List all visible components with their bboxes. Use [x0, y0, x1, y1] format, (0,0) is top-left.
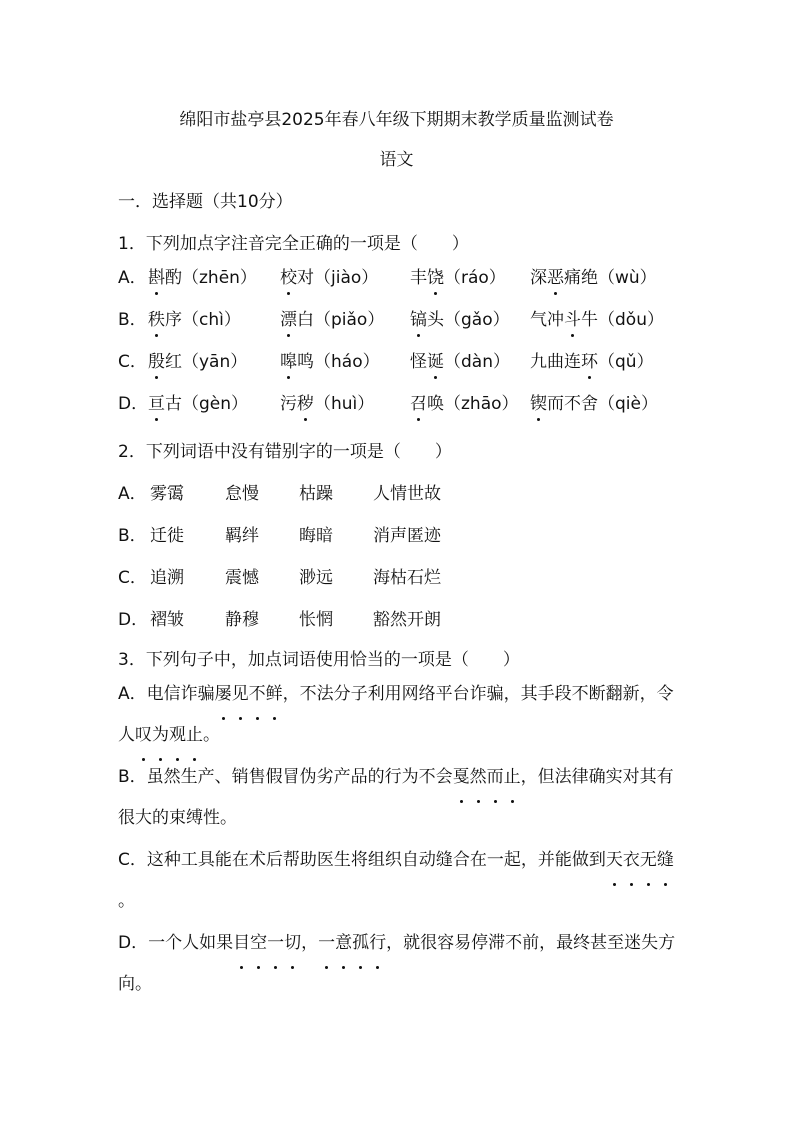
word-item: 静穆 — [225, 610, 259, 630]
word-item: 人情世故 — [373, 484, 441, 504]
plain-text: 。 — [118, 891, 135, 911]
word-item: 怠慢 — [225, 484, 259, 504]
plain-text: 序（chì） — [165, 310, 241, 330]
option-label: D． — [118, 394, 149, 414]
pinyin-item — [410, 350, 510, 374]
dotted-char: 饶 — [427, 268, 444, 288]
dotted-char: 目 — [233, 923, 250, 964]
plain-text: 白（piǎo） — [297, 310, 385, 330]
plain-text: 而不舍（qiè） — [547, 394, 658, 414]
dotted-char: 天 — [606, 840, 623, 881]
dotted-char: 戛 — [453, 757, 470, 798]
dotted-char: 止 — [504, 757, 521, 798]
question-2-stem: 2．下列词语中没有错别字的一项是（ ） — [118, 442, 452, 462]
option-label: B． — [118, 310, 147, 330]
dotted-char: 为 — [152, 715, 169, 756]
pinyin-item — [530, 350, 654, 374]
pinyin-item — [530, 308, 664, 332]
word-item: 羁绊 — [225, 526, 259, 546]
dotted-char: 孤 — [352, 923, 369, 964]
word-item: 震憾 — [225, 568, 259, 588]
option-label: C． — [118, 352, 147, 372]
pinyin-item — [280, 266, 378, 290]
question-3-stem: 3．下列句子中，加点词语使用恰当的一项是（ ） — [118, 650, 520, 670]
dotted-char: 恶 — [547, 268, 564, 288]
dotted-char: 屡 — [215, 674, 232, 715]
plain-text: 鸣（háo） — [297, 352, 380, 372]
plain-text: 。 — [203, 725, 220, 745]
word-item: 豁然开朗 — [373, 610, 441, 630]
option-label: A． — [118, 484, 147, 504]
plain-text: 酌（zhēn） — [165, 268, 257, 288]
option-label: A． — [118, 268, 147, 288]
word-item: 渺远 — [299, 568, 333, 588]
plain-text: 怪 — [410, 352, 427, 372]
word-item: 怅惘 — [299, 610, 333, 630]
dotted-char: 见 — [232, 674, 249, 715]
word-item: 晦暗 — [299, 526, 333, 546]
dotted-phrase — [233, 933, 301, 953]
plain-text: 唤（zhāo） — [427, 394, 519, 414]
dotted-phrase — [606, 850, 674, 870]
plain-text: ，就很容易停滞不前，最终甚至迷失方向。 — [118, 933, 676, 994]
plain-text: 古（gèn） — [165, 394, 249, 414]
pinyin-item — [410, 266, 506, 290]
plain-text: D．一个人如果 — [118, 933, 234, 953]
word-item: 追溯 — [150, 568, 184, 588]
pinyin-item — [530, 392, 658, 416]
plain-text: A．电信诈骗 — [118, 684, 215, 704]
sentence-option — [118, 840, 678, 922]
dotted-char: 止 — [186, 715, 203, 756]
pinyin-item — [280, 392, 374, 416]
dotted-char: 斗 — [564, 310, 581, 330]
plain-text: C．这种工具能在术后帮助医生将组织自动缝合在一起，并能做到 — [118, 850, 606, 870]
dotted-char: 观 — [169, 715, 186, 756]
sentence-option — [118, 674, 678, 756]
dotted-phrase — [453, 767, 521, 787]
dotted-char: 而 — [487, 757, 504, 798]
plain-text: 污 — [280, 394, 297, 414]
exam-title: 绵阳市盐亭县2025年春八年级下期期末教学质量监测试卷 — [179, 110, 614, 130]
pinyin-item — [410, 392, 519, 416]
dotted-char: 衣 — [623, 840, 640, 881]
dotted-char: 漂 — [280, 310, 297, 330]
pinyin-item — [148, 308, 241, 332]
dotted-phrase — [135, 725, 203, 745]
dotted-char: 殷 — [148, 352, 165, 372]
dotted-char: 亘 — [148, 394, 165, 414]
dotted-char: 环 — [581, 352, 598, 372]
plain-text: 对（jiào） — [297, 268, 379, 288]
word-item: 褶皱 — [150, 610, 184, 630]
plain-text: （huì） — [314, 394, 375, 414]
dotted-char: 不 — [249, 674, 266, 715]
pinyin-item — [148, 266, 257, 290]
dotted-char: 秩 — [148, 310, 165, 330]
word-item: 迁徙 — [150, 526, 184, 546]
pinyin-item — [410, 308, 510, 332]
plain-text: 红（yān） — [165, 352, 248, 372]
dotted-phrase — [318, 933, 386, 953]
option-label: D． — [118, 610, 149, 630]
pinyin-item — [280, 350, 380, 374]
dotted-char: 锲 — [530, 394, 547, 414]
plain-text: 气冲 — [530, 310, 564, 330]
word-item: 消声匿迹 — [373, 526, 441, 546]
section-heading: 一．选择题（共10分） — [118, 192, 293, 212]
pinyin-item — [148, 392, 248, 416]
sentence-option — [118, 757, 678, 839]
plain-text: （dàn） — [444, 352, 510, 372]
dotted-char: 然 — [470, 757, 487, 798]
dotted-char: 一 — [267, 923, 284, 964]
plain-text: 九曲连 — [530, 352, 581, 372]
word-item: 海枯石烂 — [373, 568, 441, 588]
dotted-char: 空 — [250, 923, 267, 964]
sentence-option — [118, 923, 678, 1005]
dotted-char: 镐 — [410, 310, 427, 330]
dotted-char: 嗥 — [280, 352, 297, 372]
dotted-char: 一 — [318, 923, 335, 964]
pinyin-item — [530, 266, 657, 290]
dotted-char: 无 — [640, 840, 657, 881]
dotted-char: 切 — [284, 923, 301, 964]
plain-text: 牛（dǒu） — [581, 310, 664, 330]
plain-text: （ráo） — [444, 268, 506, 288]
plain-text: 痛绝（wù） — [564, 268, 657, 288]
dotted-char: 斟 — [148, 268, 165, 288]
dotted-char: 秽 — [297, 394, 314, 414]
dotted-char: 校 — [280, 268, 297, 288]
option-label: B． — [118, 526, 147, 546]
dotted-phrase — [215, 684, 283, 704]
pinyin-item — [148, 350, 247, 374]
plain-text: B．虽然生产、销售假冒伪劣产品的行为不会 — [118, 767, 453, 787]
word-item: 雾霭 — [150, 484, 184, 504]
plain-text: ，不法分子利用网络平台诈骗，其手段不断翻新，令人 — [118, 684, 674, 745]
plain-text: （qǔ） — [598, 352, 654, 372]
subject-title: 语文 — [379, 150, 414, 170]
dotted-char: 鲜 — [266, 674, 283, 715]
dotted-char: 叹 — [135, 715, 152, 756]
plain-text: 深 — [530, 268, 547, 288]
question-1-stem: 1．下列加点字注音完全正确的一项是（ ） — [118, 234, 469, 254]
option-label: C． — [118, 568, 147, 588]
plain-text: ，但法律确实对其有很大的束缚性。 — [118, 767, 674, 828]
dotted-char: 缝 — [657, 840, 674, 881]
plain-text: 丰 — [410, 268, 427, 288]
word-item: 枯躁 — [299, 484, 333, 504]
dotted-char: 意 — [335, 923, 352, 964]
dotted-char: 诞 — [427, 352, 444, 372]
plain-text: ， — [301, 933, 319, 953]
dotted-char: 行 — [369, 923, 386, 964]
pinyin-item — [280, 308, 384, 332]
plain-text: 头（gǎo） — [427, 310, 510, 330]
dotted-char: 召 — [410, 394, 427, 414]
